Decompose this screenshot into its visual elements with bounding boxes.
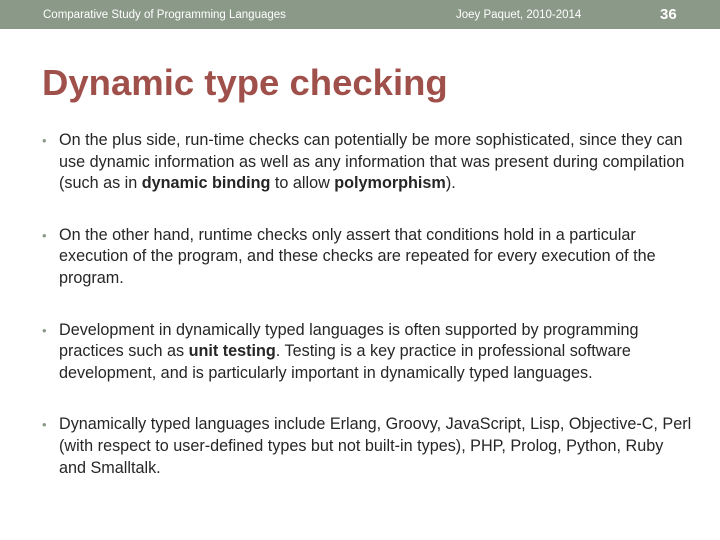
course-title: Comparative Study of Programming Languages (43, 9, 286, 21)
bullet-text: ). (445, 174, 456, 193)
bullet-marker: • (42, 133, 47, 148)
slide-title: Dynamic type checking (42, 62, 448, 103)
bullet-text: On the plus side, run-time checks can potentially be more sophisticated, since they can use dynamic information as well as any information that was present during compilation (such as in (59, 131, 685, 193)
bullet-item-dynamic-languages (42, 414, 692, 479)
bold-term-dynamic-binding: dynamic binding (141, 174, 271, 193)
header-bar (0, 0, 720, 29)
bullet-marker: • (42, 417, 47, 433)
bullet-item-unit-testing (42, 320, 692, 385)
author-credit: Joey Paquet, 2010-2014 (456, 9, 582, 21)
bullet-list (42, 130, 692, 479)
bold-term-unit-testing: unit testing (188, 342, 276, 361)
bullet-text: Development in dynamically typed languages is often supported by programming practices such as (59, 320, 639, 361)
bullet-text: . Testing is a key practice in professional software development, and is particularly important in dynamically typed languages. (59, 342, 631, 382)
bullet-marker: • (42, 227, 47, 243)
bullet-item-runtime-limitations (42, 225, 692, 290)
bullet-marker: • (42, 322, 47, 338)
page-number: 36 (660, 6, 677, 23)
bold-term-polymorphism: polymorphism (334, 174, 446, 193)
bullet-text: to allow (270, 174, 335, 193)
bullet-text: On the other hand, runtime checks only assert that conditions hold in a particular execution of the program, and these checks are repeated for every execution of the program. (59, 225, 656, 287)
bullet-text: Dynamically typed languages include Erlang, Groovy, JavaScript, Lisp, Objective-C, Perl (with respect to user-defined types but not built-in types), PHP, Prolog, Python, Ruby and Smalltalk. (59, 415, 692, 477)
bullet-item-runtime-sophistication (42, 130, 692, 195)
